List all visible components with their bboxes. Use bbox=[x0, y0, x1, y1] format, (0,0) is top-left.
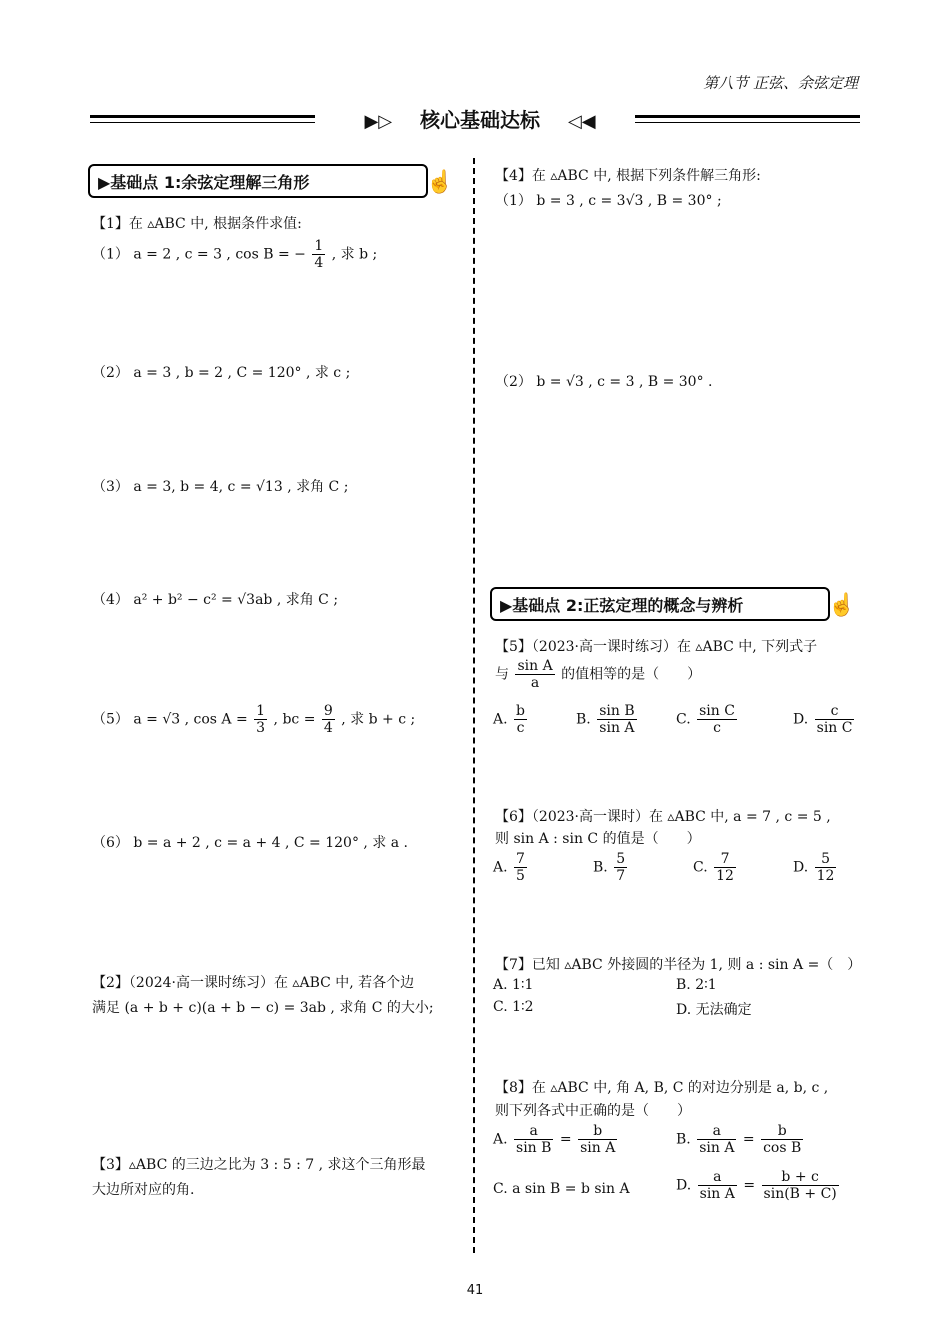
pointing-hand-icon: ☝ bbox=[426, 170, 454, 195]
q7-option-c[interactable]: C. 1∶2 bbox=[493, 999, 534, 1015]
q7-option-a[interactable]: A. 1∶1 bbox=[493, 977, 534, 993]
option-label: A. bbox=[493, 859, 508, 876]
q5-option-c[interactable] bbox=[676, 703, 739, 736]
q3-line1: 【3】▵ABC 的三边之比为 3 : 5 : 7 , 求这个三角形最 bbox=[92, 1157, 426, 1173]
option-fraction bbox=[697, 703, 737, 736]
banner-right-arrows: ◁◀ bbox=[567, 111, 596, 132]
frac-num: sin A bbox=[517, 658, 553, 674]
option-fraction bbox=[514, 703, 527, 736]
frac-num: sin B bbox=[599, 703, 635, 719]
option-fraction bbox=[614, 851, 627, 884]
frac-den: 3 bbox=[256, 720, 266, 737]
frac-den: 5 bbox=[516, 868, 525, 885]
q5-line2 bbox=[495, 658, 701, 691]
frac-den: 7 bbox=[616, 868, 626, 885]
q1-part1 bbox=[92, 238, 377, 271]
q4-part1: （1） b = 3 , c = 3√3 , B = 30° ; bbox=[495, 193, 722, 209]
q4-title: 【4】在 ▵ABC 中, 根据下列条件解三角形: bbox=[495, 168, 761, 184]
frac-den: sin A bbox=[580, 1140, 616, 1157]
option-label: B. bbox=[576, 711, 591, 728]
frac-num: 5 bbox=[815, 851, 837, 868]
q4-part2: （2） b = √3 , c = 3 , B = 30° . bbox=[495, 374, 713, 390]
option-label: C. bbox=[693, 859, 708, 876]
option-fraction bbox=[761, 1123, 803, 1156]
option-fraction bbox=[514, 851, 527, 884]
frac-num: b bbox=[761, 1123, 803, 1140]
option-fraction bbox=[815, 703, 855, 736]
frac-den: 4 bbox=[314, 255, 324, 272]
option-fraction bbox=[597, 703, 636, 736]
equals-sign: = bbox=[559, 1131, 572, 1148]
q6-line2: 则 sin A : sin C 的值是（ ） bbox=[495, 831, 701, 847]
frac-den: 12 bbox=[716, 868, 734, 885]
frac-num: a bbox=[514, 1123, 553, 1140]
q1-part5 bbox=[92, 703, 415, 736]
q1-part5-fraction-1 bbox=[254, 703, 267, 736]
frac-den: sin(B + C) bbox=[763, 1186, 837, 1203]
option-fraction bbox=[714, 851, 736, 884]
banner bbox=[330, 104, 630, 133]
q5-option-d[interactable] bbox=[793, 703, 856, 736]
frac-num: b bbox=[516, 703, 525, 719]
frac-den: c bbox=[516, 720, 525, 737]
option-fraction bbox=[697, 1123, 736, 1156]
frac-num: 5 bbox=[616, 851, 626, 867]
q6-option-b[interactable] bbox=[593, 851, 629, 884]
q1-title: 【1】在 ▵ABC 中, 根据条件求值: bbox=[92, 216, 302, 232]
frac-num: 9 bbox=[323, 703, 333, 719]
frac-num: 1 bbox=[314, 238, 324, 254]
frac-den: sin A bbox=[699, 1186, 735, 1203]
q1-part4: （4） a² + b² − c² = √3ab , 求角 C ; bbox=[92, 592, 339, 608]
option-label: D. bbox=[676, 1177, 692, 1194]
section-header-1 bbox=[88, 164, 428, 198]
q1-part1-text: （1） a = 2 , c = 3 , cos B = − bbox=[92, 246, 306, 263]
pointing-hand-icon: ☝ bbox=[828, 593, 856, 618]
frac-den: 12 bbox=[816, 868, 835, 885]
frac-num: 1 bbox=[256, 703, 266, 719]
option-label: B. bbox=[593, 859, 608, 876]
equals-sign: = bbox=[743, 1177, 756, 1194]
q8-option-a[interactable] bbox=[493, 1123, 619, 1156]
frac-den: sin C bbox=[816, 720, 853, 737]
option-fraction bbox=[762, 1169, 839, 1202]
frac-den: 4 bbox=[323, 720, 333, 737]
option-fraction bbox=[698, 1169, 737, 1202]
q1-part5-fraction-2 bbox=[322, 703, 335, 736]
q1-part5-mid: , bc = bbox=[273, 711, 316, 728]
q6-option-c[interactable] bbox=[693, 851, 738, 884]
q5-tail: 的值相等的是（ ） bbox=[561, 666, 702, 683]
q1-part1-fraction bbox=[312, 238, 325, 271]
q1-part2: （2） a = 3 , b = 2 , C = 120° , 求 c ; bbox=[92, 365, 351, 381]
frac-den: sin A bbox=[599, 720, 635, 737]
frac-num: sin C bbox=[699, 703, 735, 719]
q1-part3: （3） a = 3, b = 4, c = √13 , 求角 C ; bbox=[92, 479, 349, 495]
frac-num: a bbox=[697, 1123, 736, 1140]
q2-line2: 满足 (a + b + c)(a + b − c) = 3ab , 求角 C 的大小; bbox=[92, 1000, 434, 1016]
option-label: A. bbox=[493, 1131, 508, 1148]
q8-option-c[interactable]: C. a sin B = b sin A bbox=[493, 1181, 630, 1197]
banner-left-arrows: ▶▷ bbox=[364, 111, 393, 132]
q7-option-b[interactable]: B. 2∶1 bbox=[676, 977, 717, 993]
column-divider bbox=[473, 158, 475, 1253]
option-label: C. bbox=[676, 711, 691, 728]
frac-den: a bbox=[530, 675, 540, 692]
section-header-2 bbox=[490, 587, 830, 621]
section-title: 第八节 正弦、余弦定理 bbox=[703, 74, 858, 92]
q8-line2: 则下列各式中正确的是（ ） bbox=[495, 1103, 691, 1119]
q1-part6: （6） b = a + 2 , c = a + 4 , C = 120° , 求 a . bbox=[92, 835, 409, 851]
frac-num: c bbox=[815, 703, 855, 720]
banner-rule-left bbox=[90, 115, 315, 123]
option-label: D. bbox=[793, 859, 809, 876]
option-label: D. bbox=[793, 711, 809, 728]
q2-line1: 【2】（2024·高一课时练习）在 ▵ABC 中, 若各个边 bbox=[92, 975, 415, 991]
q1-part5-text: （5） a = √3 , cos A = bbox=[92, 711, 248, 728]
q8-option-d[interactable] bbox=[676, 1169, 841, 1202]
q6-option-d[interactable] bbox=[793, 851, 838, 884]
page-number: 41 bbox=[466, 1283, 484, 1298]
frac-num: a bbox=[698, 1169, 737, 1186]
option-label: A. bbox=[493, 711, 508, 728]
q8-option-b[interactable] bbox=[676, 1123, 805, 1156]
banner-title: 核心基础达标 bbox=[420, 108, 540, 132]
frac-den: sin B bbox=[516, 1140, 552, 1157]
frac-den: cos B bbox=[763, 1140, 802, 1157]
frac-num: 7 bbox=[714, 851, 736, 868]
q5-text: 与 bbox=[495, 666, 509, 683]
q1-part5-tail: , 求 b + c ; bbox=[341, 711, 416, 728]
option-fraction bbox=[815, 851, 837, 884]
frac-den: sin A bbox=[699, 1140, 735, 1157]
section-header-1-label: ▶基础点 1:余弦定理解三角形 bbox=[98, 172, 310, 192]
frac-num: b + c bbox=[762, 1169, 839, 1186]
q1-part1-tail: , 求 b ; bbox=[331, 246, 378, 263]
q5-option-a[interactable] bbox=[493, 703, 529, 736]
frac-num: 7 bbox=[516, 851, 525, 867]
banner-rule-right bbox=[635, 115, 860, 123]
q3-line2: 大边所对应的角. bbox=[92, 1182, 195, 1198]
section-header-2-label: ▶基础点 2:正弦定理的概念与辨析 bbox=[500, 595, 744, 615]
q6-option-a[interactable] bbox=[493, 851, 529, 884]
q5-fraction bbox=[515, 658, 554, 691]
q5-line1: 【5】（2023·高一课时练习）在 ▵ABC 中, 下列式子 bbox=[495, 639, 818, 655]
option-fraction bbox=[514, 1123, 553, 1156]
equals-sign: = bbox=[742, 1131, 755, 1148]
q6-line1: 【6】（2023·高一课时）在 ▵ABC 中, a = 7 , c = 5 , bbox=[495, 809, 831, 825]
q5-option-b[interactable] bbox=[576, 703, 639, 736]
frac-num: b bbox=[578, 1123, 617, 1140]
q8-line1: 【8】在 ▵ABC 中, 角 A, B, C 的对边分别是 a, b, c , bbox=[495, 1080, 829, 1096]
q7-line1: 【7】已知 ▵ABC 外接圆的半径为 1, 则 a : sin A =（ ） bbox=[495, 957, 862, 973]
option-fraction bbox=[578, 1123, 617, 1156]
option-label: B. bbox=[676, 1131, 691, 1148]
frac-den: c bbox=[713, 720, 721, 737]
q7-option-d[interactable]: D. 无法确定 bbox=[676, 1002, 752, 1018]
